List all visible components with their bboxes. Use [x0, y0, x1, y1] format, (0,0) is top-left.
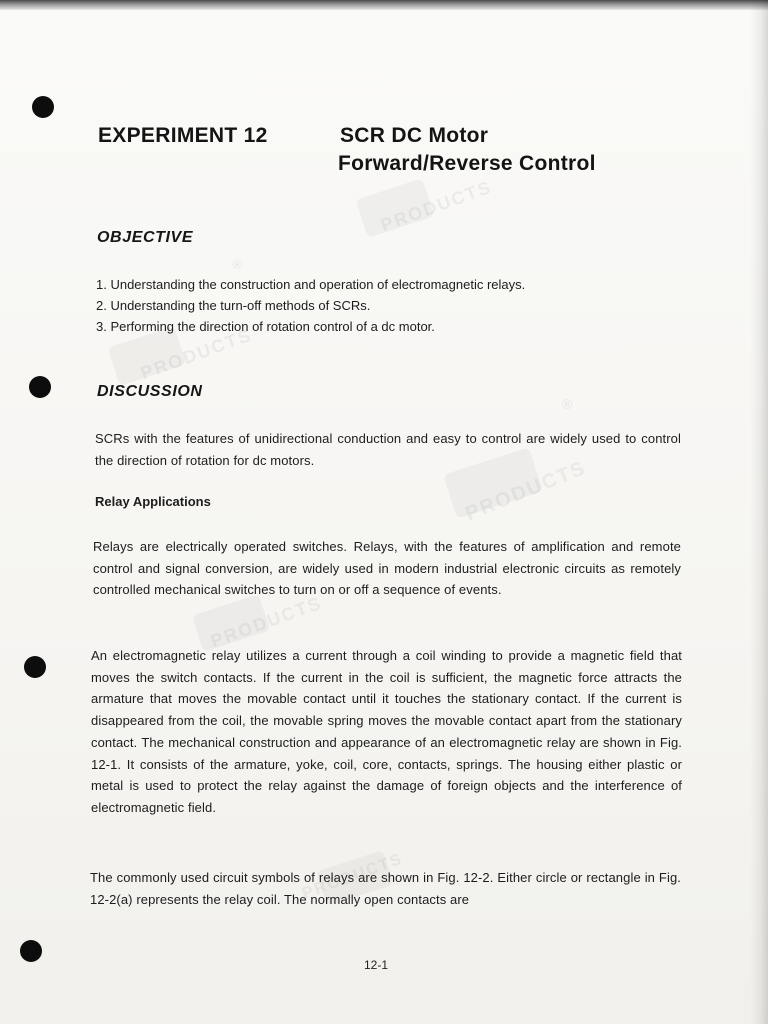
watermark-mark-2: ® — [562, 396, 575, 412]
watermark-text-2: PRODUCTS — [137, 324, 255, 384]
objective-item: 3. Performing the direction of rotation control of a dc motor. — [96, 319, 435, 334]
experiment-title-line-1: SCR DC Motor — [340, 124, 489, 147]
experiment-title-line-2: Forward/Reverse Control — [338, 152, 596, 175]
objective-item: 2. Understanding the turn-off methods of SCRs. — [96, 298, 371, 313]
discussion-paragraph-2: An electromagnetic relay utilizes a current through a coil winding to provide a magnetic field that moves the switch contacts. If the current in the coil is sufficient, the magnetic force attracts the armature that moves the movable contact until it touches the stationary contact. If the current is disappeared from the coil, the movable spring moves the movable contact apart from the stationary contact. The mechanical construction and appearance of an electromagnetic relay are shown in Fig. 12-1. It consists of the armature, yoke, coil, core, contacts, springs. The housing either plastic or metal is used to protect the relay against the damage of foreign objects and the interference of electromagnetic field. — [91, 648, 682, 815]
discussion-heading: DISCUSSION — [97, 383, 203, 400]
objective-heading: OBJECTIVE — [97, 229, 194, 246]
binder-hole-1 — [32, 96, 54, 118]
discussion-paragraph-3: The commonly used circuit symbols of relays are shown in Fig. 12-2. Either circle or rectangle in Fig. 12-2(a) represents the relay coil. The normally open contacts are — [90, 870, 681, 907]
watermark-mark-1: ® — [232, 256, 245, 272]
watermark-text-5: PRODUCTS — [300, 850, 406, 903]
objective-list — [96, 274, 525, 337]
page-number: 12-1 — [364, 958, 389, 972]
watermark-text-3: PRODUCTS — [462, 456, 590, 526]
page-top-edge — [0, 0, 768, 10]
watermark-text-4: PRODUCTS — [207, 592, 325, 652]
page-right-shadow — [750, 0, 768, 1024]
objective-item: 1. Understanding the construction and operation of electromagnetic relays. — [96, 277, 526, 292]
binder-hole-2 — [29, 376, 51, 398]
binder-hole-3 — [24, 656, 46, 678]
discussion-intro: SCRs with the features of unidirectional conduction and easy to control are widely used to control the direction of rotation for dc motors. — [95, 431, 681, 468]
discussion-paragraph-1: Relays are electrically operated switches. Relays, with the features of amplification and remote control and signal conversion, are widely used in modern industrial electronic circuits as remotely controlled mechanical switches to turn on or off a sequence of events. — [93, 539, 681, 598]
experiment-number: EXPERIMENT 12 — [98, 124, 268, 147]
binder-hole-4 — [20, 940, 42, 962]
relay-applications-heading: Relay Applications — [95, 494, 211, 509]
watermark-text-1: PRODUCTS — [377, 176, 495, 236]
